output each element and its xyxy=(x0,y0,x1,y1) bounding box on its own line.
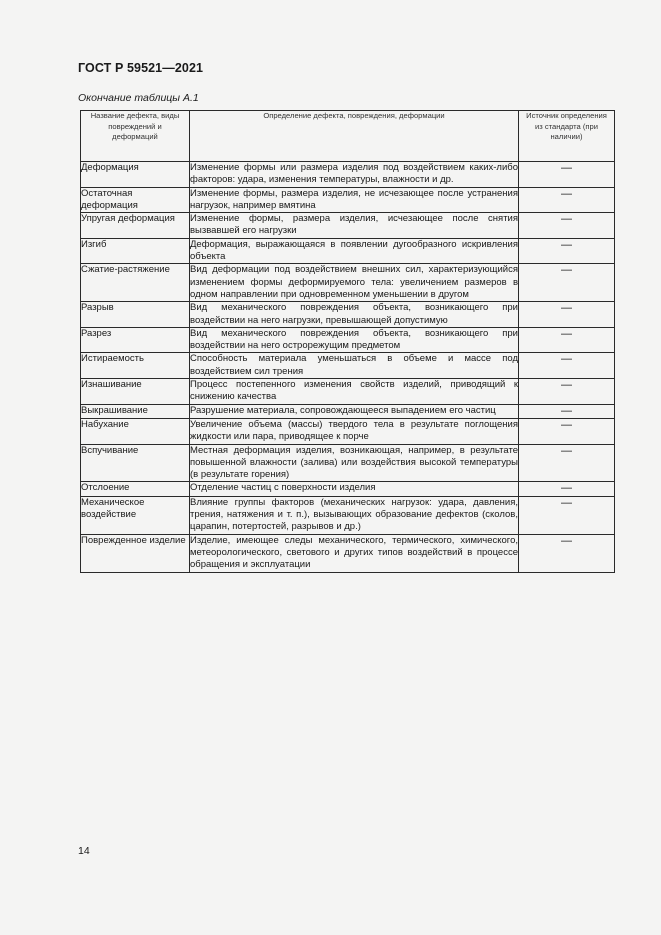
defect-name-cell: Набухание xyxy=(81,418,190,444)
source-value: — xyxy=(561,213,572,226)
source-value: — xyxy=(561,404,572,417)
source-cell xyxy=(519,264,615,302)
table-row xyxy=(81,353,615,379)
table-row xyxy=(81,187,615,213)
source-value: — xyxy=(561,444,572,457)
defect-name-cell: Отслоение xyxy=(81,482,190,496)
defect-name-cell: Упругая деформация xyxy=(81,213,190,239)
column-header-name: Название дефекта, виды повреждений и деформаций xyxy=(81,111,190,162)
source-cell xyxy=(519,187,615,213)
defect-definition-cell: Вид механического повреждения объекта, возникающего при воздействии на него нагрузки, превышающей допустимую xyxy=(190,302,518,326)
table-header-row xyxy=(81,111,615,162)
defect-name-cell: Выкрашивание xyxy=(81,404,190,418)
defect-definition-cell: Вид деформации под воздействием внешних сил, характеризующийся изменением формы деформируемого тела: увеличением размеров в одном направлении при одновременном уменьшении в другом xyxy=(190,264,518,300)
source-cell xyxy=(519,379,615,405)
defect-name-cell: Деформация xyxy=(81,162,190,188)
defect-definition-cell: Отделение частиц с поверхности изделия xyxy=(190,482,519,496)
table-row xyxy=(81,162,615,188)
defect-name-cell: Сжатие-растяжение xyxy=(81,264,190,302)
defect-name-cell: Изгиб xyxy=(81,238,190,264)
defect-definition-cell: Деформация, выражающаяся в появлении дугообразного искривления объекта xyxy=(190,238,518,263)
source-cell xyxy=(519,302,615,328)
source-cell xyxy=(519,534,615,572)
table-row xyxy=(81,264,615,302)
defect-definition-cell: Вид механического повреждения объекта, возникающего при воздействии на него острорежущим предметом xyxy=(190,327,518,352)
page-number: 14 xyxy=(78,845,90,857)
defect-name-cell: Разрыв xyxy=(81,302,190,328)
defect-definition-cell: Местная деформация изделия, возникающая, например, в результате повышенной влажности (залива) или воздействия высокой температуры (в результате горения) xyxy=(190,444,518,481)
table-row xyxy=(81,327,615,353)
defect-name-cell: Механическое воздействие xyxy=(81,496,190,534)
table-row xyxy=(81,404,615,418)
table-row xyxy=(81,379,615,405)
defect-name-cell: Истираемость xyxy=(81,353,190,379)
source-value: — xyxy=(561,302,572,315)
column-header-source: Источник определения из стандарта (при наличии) xyxy=(519,111,615,162)
defect-definition-cell: Увеличение объема (массы) твердого тела в результате поглощения жидкости или пара, приводящее к порче xyxy=(190,418,518,443)
source-value: — xyxy=(561,379,572,392)
source-value: — xyxy=(561,418,572,431)
defect-definition-cell: Изменение формы, размера изделия, не исчезающее после устранения нагрузок, например вмятина xyxy=(190,187,518,211)
table-row xyxy=(81,496,615,534)
source-value: — xyxy=(561,264,572,277)
source-cell xyxy=(519,404,615,418)
table-row xyxy=(81,302,615,328)
source-cell xyxy=(519,238,615,264)
defect-name-cell: Поврежденное изделие xyxy=(81,534,190,572)
defect-definition-cell: Разрушение материала, сопровождающееся выпадением его частиц xyxy=(190,404,519,418)
defect-name-cell: Разрез xyxy=(81,327,190,353)
source-value: — xyxy=(561,496,572,509)
table-caption: Окончание таблицы А.1 xyxy=(78,92,199,104)
defect-name-cell: Изнашивание xyxy=(81,379,190,405)
source-value: — xyxy=(561,238,572,251)
source-value: — xyxy=(561,353,572,366)
column-header-definition: Определение дефекта, повреждения, деформации xyxy=(190,111,519,162)
defect-name-cell: Вспучивание xyxy=(81,444,190,482)
defect-definition-cell: Способность материала уменьшаться в объеме и массе под воздействием сил трения xyxy=(190,353,518,377)
table-row xyxy=(81,238,615,264)
source-value: — xyxy=(561,187,572,200)
source-cell xyxy=(519,496,615,534)
table-row xyxy=(81,418,615,444)
defect-definition-cell: Процесс постепенного изменения свойств изделий, приводящий к снижению качества xyxy=(190,379,518,403)
source-cell xyxy=(519,418,615,444)
defect-name-cell: Остаточная деформация xyxy=(81,187,190,213)
defect-definition-cell: Влияние группы факторов (механических нагрузок: удара, давления, трения, натяжения и т. п.), вызывающих образование дефектов (сколов, царапин, потертостей, разрывов и др.) xyxy=(190,496,518,533)
table-row xyxy=(81,213,615,239)
defect-definition-cell: Изделие, имеющее следы механического, термического, химического, метеорологического, светового и других типов воздействий в процессе обращения и эксплуатации xyxy=(190,534,518,571)
source-cell xyxy=(519,327,615,353)
defect-definition-cell: Изменение формы или размера изделия под воздействием каких-либо факторов: удара, изменения температуры, влажности и др. xyxy=(190,162,518,186)
source-cell xyxy=(519,353,615,379)
document-title: ГОСТ Р 59521—2021 xyxy=(78,61,204,75)
defect-definition-cell: Изменение формы, размера изделия, исчезающее после снятия вызвавшей его нагрузки xyxy=(190,213,518,237)
source-value: — xyxy=(561,162,572,174)
source-value: — xyxy=(561,482,572,495)
source-value: — xyxy=(561,534,572,547)
table-row xyxy=(81,444,615,482)
source-cell xyxy=(519,444,615,482)
table-body xyxy=(81,162,615,573)
table-row xyxy=(81,534,615,572)
source-value: — xyxy=(561,327,572,340)
source-cell xyxy=(519,213,615,239)
source-cell xyxy=(519,482,615,496)
defects-table xyxy=(80,110,615,573)
source-cell xyxy=(519,162,615,188)
table-row xyxy=(81,482,615,496)
